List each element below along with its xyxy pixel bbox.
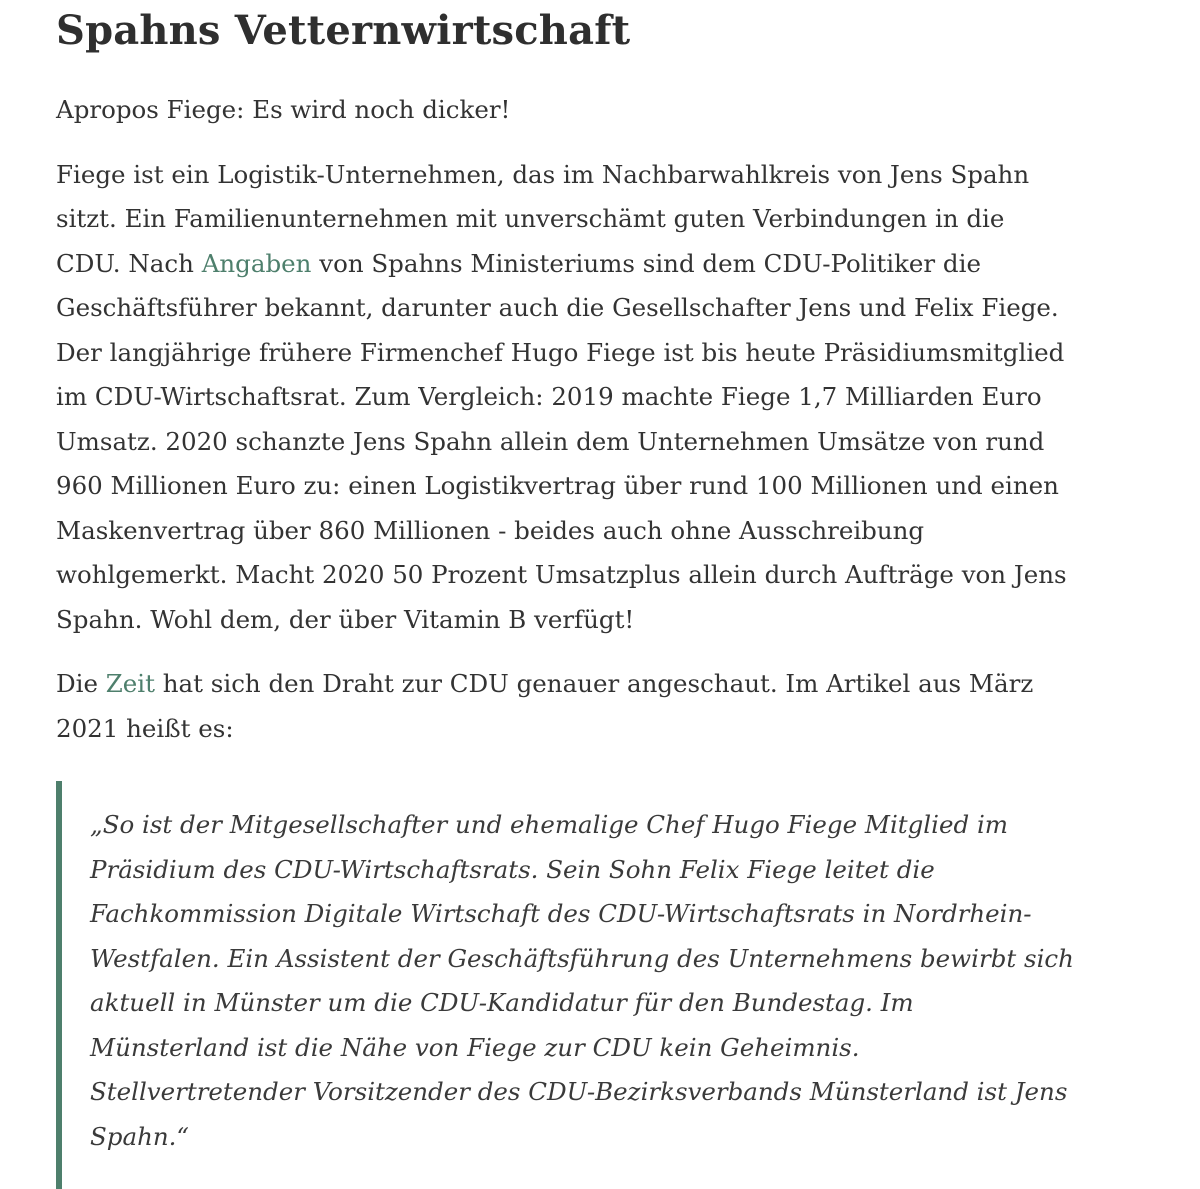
zeit-paragraph-text-after: hat sich den Draht zur CDU genauer angeschaut. Im Artikel aus März 2021 heißt es: <box>56 669 1034 743</box>
fiege-paragraph-text-before: Fiege ist ein Logistik-Unternehmen, das im Nachbarwahlkreis von Jens Spahn sitzt. Ein Familienunternehmen mit unverschämt guten Verbindungen in die CDU. Nach <box>56 159 1030 278</box>
zeit-link[interactable]: Zeit <box>105 669 155 698</box>
zeit-paragraph-text-before: Die <box>56 669 106 698</box>
section-heading: Spahns Vetternwirtschaft <box>56 7 631 54</box>
fiege-paragraph-text-after: von Spahns Ministeriums sind dem CDU-Politiker die Geschäftsführer bekannt, darunter auch die Gesellschafter Jens und Felix Fiege. Der langjährige frühere Firmenchef Hugo Fiege ist bis heute Präsidiumsmitglied im CDU-Wirtschaftsrat. Zum Vergleich: 2019 machte Fiege 1,7 Milliarden Euro Umsatz. 2020 schanzte Jens Spahn allein dem Unternehmen Umsätze von rund 960 Millionen Euro zu: einen Logistikvertrag über rund 100 Millionen und einen Maskenvertrag über 860 Millionen - beides auch ohne Ausschreibung wohlgemerkt. Macht 2020 50 Prozent Umsatzplus allein durch Aufträge von Jens Spahn. Wohl dem, der über Vitamin B verfügt! <box>56 248 1067 634</box>
fiege-paragraph <box>56 153 1076 643</box>
article <box>56 0 1076 1189</box>
zeit-quote: „So ist der Mitgesellschafter und ehemalige Chef Hugo Fiege Mitglied im Präsidium des CDU-Wirtschaftsrats. Sein Sohn Felix Fiege leitet die Fachkommission Digitale Wirtschaft des CDU-Wirtschaftsrats in Nordrhein-Westfalen. Ein Assistent der Geschäftsführung des Unternehmens bewirbt sich aktuell in Münster um die CDU-Kandidatur für den Bundestag. Im Münsterland ist die Nähe von Fiege zur CDU kein Geheimnis. Stellvertretender Vorsitzender des CDU-Bezirksverbands Münsterland ist Jens Spahn.“ <box>56 781 1076 1189</box>
angaben-link[interactable]: Angaben <box>201 248 312 278</box>
intro-paragraph: Apropos Fiege: Es wird noch dicker! <box>56 95 511 124</box>
zeit-paragraph <box>56 662 1076 751</box>
